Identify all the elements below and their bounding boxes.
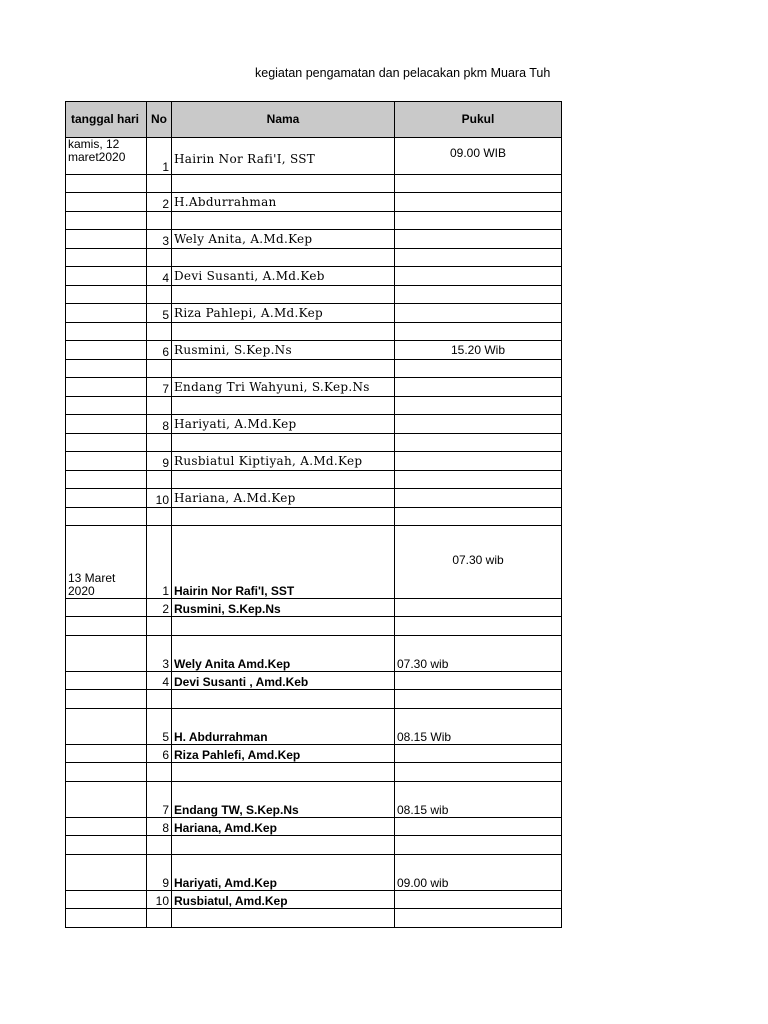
table-row [66,709,562,745]
empty-cell [66,617,147,636]
empty-cell [147,397,172,415]
spacer-row [66,286,562,304]
row-number: 10 [147,891,172,909]
time-cell: 15.20 Wib [395,341,562,360]
time-cell [395,230,562,249]
name-cell: Devi Susanti, A.Md.Keb [172,267,395,286]
time-cell [395,378,562,397]
row-number: 4 [147,267,172,286]
empty-cell [147,471,172,489]
table-row [66,782,562,818]
table-row [66,489,562,508]
time-cell: 09.00 wib [395,855,562,891]
name-cell: Wely Anita Amd.Kep [172,636,395,672]
row-number: 5 [147,304,172,323]
date-cell [66,378,147,397]
spacer-row [66,360,562,378]
date-cell [66,267,147,286]
name-cell: Riza Pahlepi, A.Md.Kep [172,304,395,323]
empty-cell [66,212,147,230]
spacer-row [66,434,562,452]
empty-cell [172,763,395,782]
spacer-row [66,763,562,782]
table-row [66,526,562,599]
empty-cell [172,249,395,267]
name-cell: Rusbiatul Kiptiyah, A.Md.Kep [172,452,395,471]
table-row [66,672,562,690]
day2-date-cell: 13 Maret 2020 [66,526,147,599]
empty-cell [66,249,147,267]
name-cell: Endang TW, S.Kep.Ns [172,782,395,818]
row-number: 2 [147,193,172,212]
time-cell: 08.15 Wib [395,709,562,745]
row-number: 3 [147,230,172,249]
time-cell: 09.00 WIB [395,138,562,175]
row-number: 1 [147,526,172,599]
empty-cell [147,212,172,230]
spacer-row [66,471,562,489]
empty-cell [172,617,395,636]
spacer-row [66,397,562,415]
day1-date-cell: kamis, 12 maret2020 [66,138,147,175]
name-cell: Endang Tri Wahyuni, S.Kep.Ns [172,378,395,397]
spacer-row [66,836,562,855]
table-row [66,267,562,286]
header-time: Pukul [395,102,562,138]
empty-cell [66,323,147,341]
empty-cell [147,175,172,193]
header-row [66,102,562,138]
name-cell: H.Abdurrahman [172,193,395,212]
table-row [66,599,562,617]
empty-cell [147,617,172,636]
time-cell [395,672,562,690]
empty-cell [147,909,172,928]
spacer-row [66,690,562,709]
table-row [66,415,562,434]
row-number: 7 [147,378,172,397]
empty-cell [395,617,562,636]
date-cell [66,599,147,617]
table-row [66,745,562,763]
empty-cell [147,836,172,855]
date-cell [66,304,147,323]
table-row [66,304,562,323]
empty-cell [395,249,562,267]
empty-cell [147,323,172,341]
date-cell [66,230,147,249]
name-cell: Rusmini, S.Kep.Ns [172,599,395,617]
table-row [66,138,562,175]
date-cell [66,452,147,471]
empty-cell [66,434,147,452]
empty-cell [172,397,395,415]
name-cell: Hairin Nor Rafi'I, SST [172,526,395,599]
empty-cell [395,397,562,415]
date-cell [66,745,147,763]
empty-cell [395,175,562,193]
date-cell [66,782,147,818]
table-row [66,452,562,471]
empty-cell [172,212,395,230]
spacer-row [66,909,562,928]
name-cell: Riza Pahlefi, Amd.Kep [172,745,395,763]
row-number: 8 [147,415,172,434]
date-cell [66,891,147,909]
empty-cell [147,508,172,526]
header-date: tanggal hari [66,102,147,138]
row-number: 3 [147,636,172,672]
time-cell [395,891,562,909]
empty-cell [395,212,562,230]
spacer-row [66,249,562,267]
empty-cell [66,397,147,415]
row-number: 7 [147,782,172,818]
empty-cell [66,690,147,709]
header-name: Nama [172,102,395,138]
row-number: 9 [147,452,172,471]
date-cell [66,415,147,434]
name-cell: Devi Susanti , Amd.Keb [172,672,395,690]
name-cell: Hariyati, A.Md.Kep [172,415,395,434]
empty-cell [395,763,562,782]
empty-cell [172,471,395,489]
empty-cell [172,508,395,526]
empty-cell [66,909,147,928]
date-cell [66,709,147,745]
document-title: kegiatan pengamatan dan pelacakan pkm Muara Tuh [255,66,551,80]
table-row [66,378,562,397]
row-number: 4 [147,672,172,690]
row-number: 5 [147,709,172,745]
spacer-row [66,617,562,636]
header-no: No [147,102,172,138]
empty-cell [66,286,147,304]
name-cell: Hairin Nor Rafi'I, SST [172,138,395,175]
name-cell: Rusbiatul, Amd.Kep [172,891,395,909]
empty-cell [395,836,562,855]
empty-cell [395,434,562,452]
empty-cell [66,360,147,378]
empty-cell [147,249,172,267]
spacer-row [66,175,562,193]
time-cell [395,489,562,508]
row-number: 10 [147,489,172,508]
date-cell [66,855,147,891]
empty-cell [66,836,147,855]
empty-cell [395,690,562,709]
time-cell: 07.30 wib [395,526,562,599]
table-row [66,193,562,212]
table-row [66,818,562,836]
empty-cell [172,175,395,193]
date-cell [66,818,147,836]
time-cell: 07.30 wib [395,636,562,672]
empty-cell [147,690,172,709]
row-number: 9 [147,855,172,891]
name-cell: Hariyati, Amd.Kep [172,855,395,891]
name-cell: Wely Anita, A.Md.Kep [172,230,395,249]
table-row [66,891,562,909]
time-cell: 08.15 wib [395,782,562,818]
time-cell [395,745,562,763]
row-number: 8 [147,818,172,836]
empty-cell [66,175,147,193]
spacer-row [66,508,562,526]
empty-cell [147,434,172,452]
empty-cell [66,508,147,526]
empty-cell [147,286,172,304]
time-cell [395,452,562,471]
time-cell [395,304,562,323]
time-cell [395,599,562,617]
empty-cell [172,360,395,378]
row-number: 1 [147,138,172,175]
time-cell [395,415,562,434]
name-cell: Hariana, A.Md.Kep [172,489,395,508]
table-row [66,341,562,360]
schedule-table [65,101,562,928]
empty-cell [395,360,562,378]
time-cell [395,818,562,836]
empty-cell [172,323,395,341]
empty-cell [66,471,147,489]
row-number: 6 [147,745,172,763]
empty-cell [172,690,395,709]
empty-cell [395,323,562,341]
table-row [66,636,562,672]
time-cell [395,193,562,212]
date-cell [66,672,147,690]
empty-cell [172,909,395,928]
empty-cell [147,360,172,378]
row-number: 2 [147,599,172,617]
empty-cell [66,763,147,782]
empty-cell [395,286,562,304]
empty-cell [395,508,562,526]
empty-cell [395,471,562,489]
name-cell: Rusmini, S.Kep.Ns [172,341,395,360]
date-cell [66,489,147,508]
date-cell [66,636,147,672]
empty-cell [147,763,172,782]
time-cell [395,267,562,286]
empty-cell [172,434,395,452]
date-cell [66,193,147,212]
name-cell: Hariana, Amd.Kep [172,818,395,836]
empty-cell [172,286,395,304]
spacer-row [66,323,562,341]
empty-cell [172,836,395,855]
table-row [66,855,562,891]
table-row [66,230,562,249]
row-number: 6 [147,341,172,360]
spacer-row [66,212,562,230]
empty-cell [395,909,562,928]
date-cell [66,341,147,360]
name-cell: H. Abdurrahman [172,709,395,745]
